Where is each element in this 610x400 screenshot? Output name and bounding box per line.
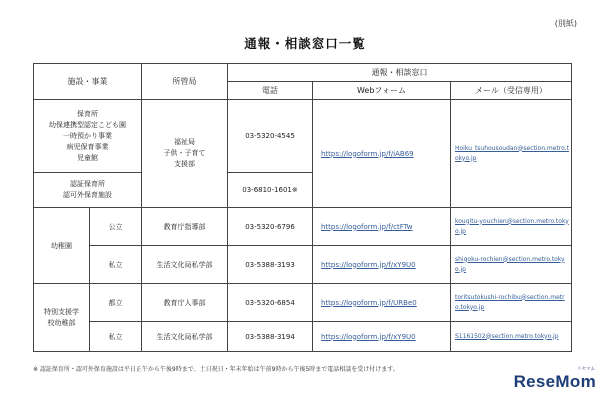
contact-table <box>33 63 572 352</box>
table-row <box>34 284 572 322</box>
nursery-web-link[interactable]: https://logoform.jp/f/iAB69 <box>321 149 414 158</box>
special-metro-type: 都立 <box>90 284 142 322</box>
facility-line: 幼保連携型認定こども園 <box>49 120 126 129</box>
nursery-facilities <box>34 100 142 173</box>
annex-label: (別紙) <box>554 19 577 28</box>
special-metro-web-link[interactable]: https://logoform.jp/f/URBe0 <box>321 298 417 307</box>
facility-line: 病児保育事業 <box>66 142 109 151</box>
kindergarten-private-phone: 03-5388-3193 <box>228 246 313 284</box>
table-row <box>34 208 572 246</box>
dept-line: 支援部 <box>174 160 195 168</box>
kindergarten-public-dept: 教育庁指導部 <box>142 208 228 246</box>
kindergarten-public-web-cell <box>313 208 451 246</box>
facility-line: 一時預かり事業 <box>63 131 112 140</box>
kindergarten-public-type: 公立 <box>90 208 142 246</box>
special-label <box>34 284 90 352</box>
window-header: 通報・相談窓口 <box>228 64 572 82</box>
certified-facilities <box>34 173 142 208</box>
special-metro-web-cell <box>313 284 451 322</box>
kindergarten-public-mail-cell <box>451 208 572 246</box>
special-private-phone: 03-5388-3194 <box>228 322 313 352</box>
phone-header: 電話 <box>228 82 313 100</box>
special-private-type: 私立 <box>90 322 142 352</box>
nursery-mail-link[interactable]: Hoiku_tsuhousoudan@section.metro.tokyo.jp <box>455 144 569 162</box>
nursery-phone: 03-5320-4545 <box>228 100 313 173</box>
kindergarten-public-mail-link[interactable]: kougitu-youchien@section.metro.tokyo.jp <box>455 217 569 235</box>
facility-line: 保育所 <box>77 109 98 118</box>
table-row <box>34 100 572 173</box>
dept-line: 福祉局 <box>174 138 195 146</box>
mail-header: メール（受信専用） <box>451 82 572 100</box>
facility-header: 施設・事業 <box>34 64 142 100</box>
special-label-line: 特別支援学 <box>44 307 79 316</box>
special-private-mail-cell <box>451 322 572 352</box>
special-private-dept: 生活文化局私学部 <box>142 322 228 352</box>
kindergarten-private-type: 私立 <box>90 246 142 284</box>
nursery-mail-cell <box>451 100 572 208</box>
special-metro-phone: 03-5320-6854 <box>228 284 313 322</box>
special-metro-dept: 教育庁人事部 <box>142 284 228 322</box>
page-title: 通報・相談窓口一覧 <box>244 36 366 51</box>
table-row <box>34 322 572 352</box>
resemom-logo: ReseMom <box>513 372 596 391</box>
table-row <box>34 246 572 284</box>
kindergarten-private-web-link[interactable]: https://logoform.jp/f/xY9U0 <box>321 260 416 269</box>
web-header: Webフォーム <box>313 82 451 100</box>
header-row-1 <box>34 64 572 82</box>
special-label-line: 校幼稚部 <box>47 318 76 327</box>
nursery-web-cell <box>313 100 451 208</box>
certified-phone: 03-6810-1601※ <box>228 173 313 208</box>
kindergarten-label: 幼稚園 <box>34 208 90 284</box>
special-private-web-link[interactable]: https://logoform.jp/f/xY9U0 <box>321 332 416 341</box>
special-metro-mail-link[interactable]: toritsutokushi-rochibu@section.metro.tokyo.jp <box>455 293 565 311</box>
special-metro-mail-cell <box>451 284 572 322</box>
special-private-mail-link[interactable]: S1161502@section.metro.tokyo.jp <box>455 332 559 340</box>
jurisdiction-header: 所管局 <box>142 64 228 100</box>
facility-line: 認可外保育施設 <box>63 191 112 199</box>
nursery-dept <box>142 100 228 208</box>
kindergarten-private-mail-link[interactable]: shigoku-rochien@section.metro.tokyo.jp <box>455 255 565 273</box>
facility-line: 児童館 <box>77 153 98 162</box>
logo-subtext: リセマム <box>577 367 595 372</box>
kindergarten-private-web-cell <box>313 246 451 284</box>
facility-line: 認証保育所 <box>70 180 105 188</box>
dept-line: 子供・子育て <box>163 149 206 157</box>
kindergarten-public-web-link[interactable]: https://logoform.jp/f/ctFTw <box>321 222 413 231</box>
footnote: ※ 認証保育所・認可外保育施設は平日正午から午後9時まで、土日祝日・年末年始は午前9時から午後5時まで電話相談を受け付けます。 <box>33 366 399 373</box>
special-private-web-cell <box>313 322 451 352</box>
kindergarten-private-mail-cell <box>451 246 572 284</box>
kindergarten-public-phone: 03-5320-6796 <box>228 208 313 246</box>
kindergarten-private-dept: 生活文化局私学部 <box>142 246 228 284</box>
